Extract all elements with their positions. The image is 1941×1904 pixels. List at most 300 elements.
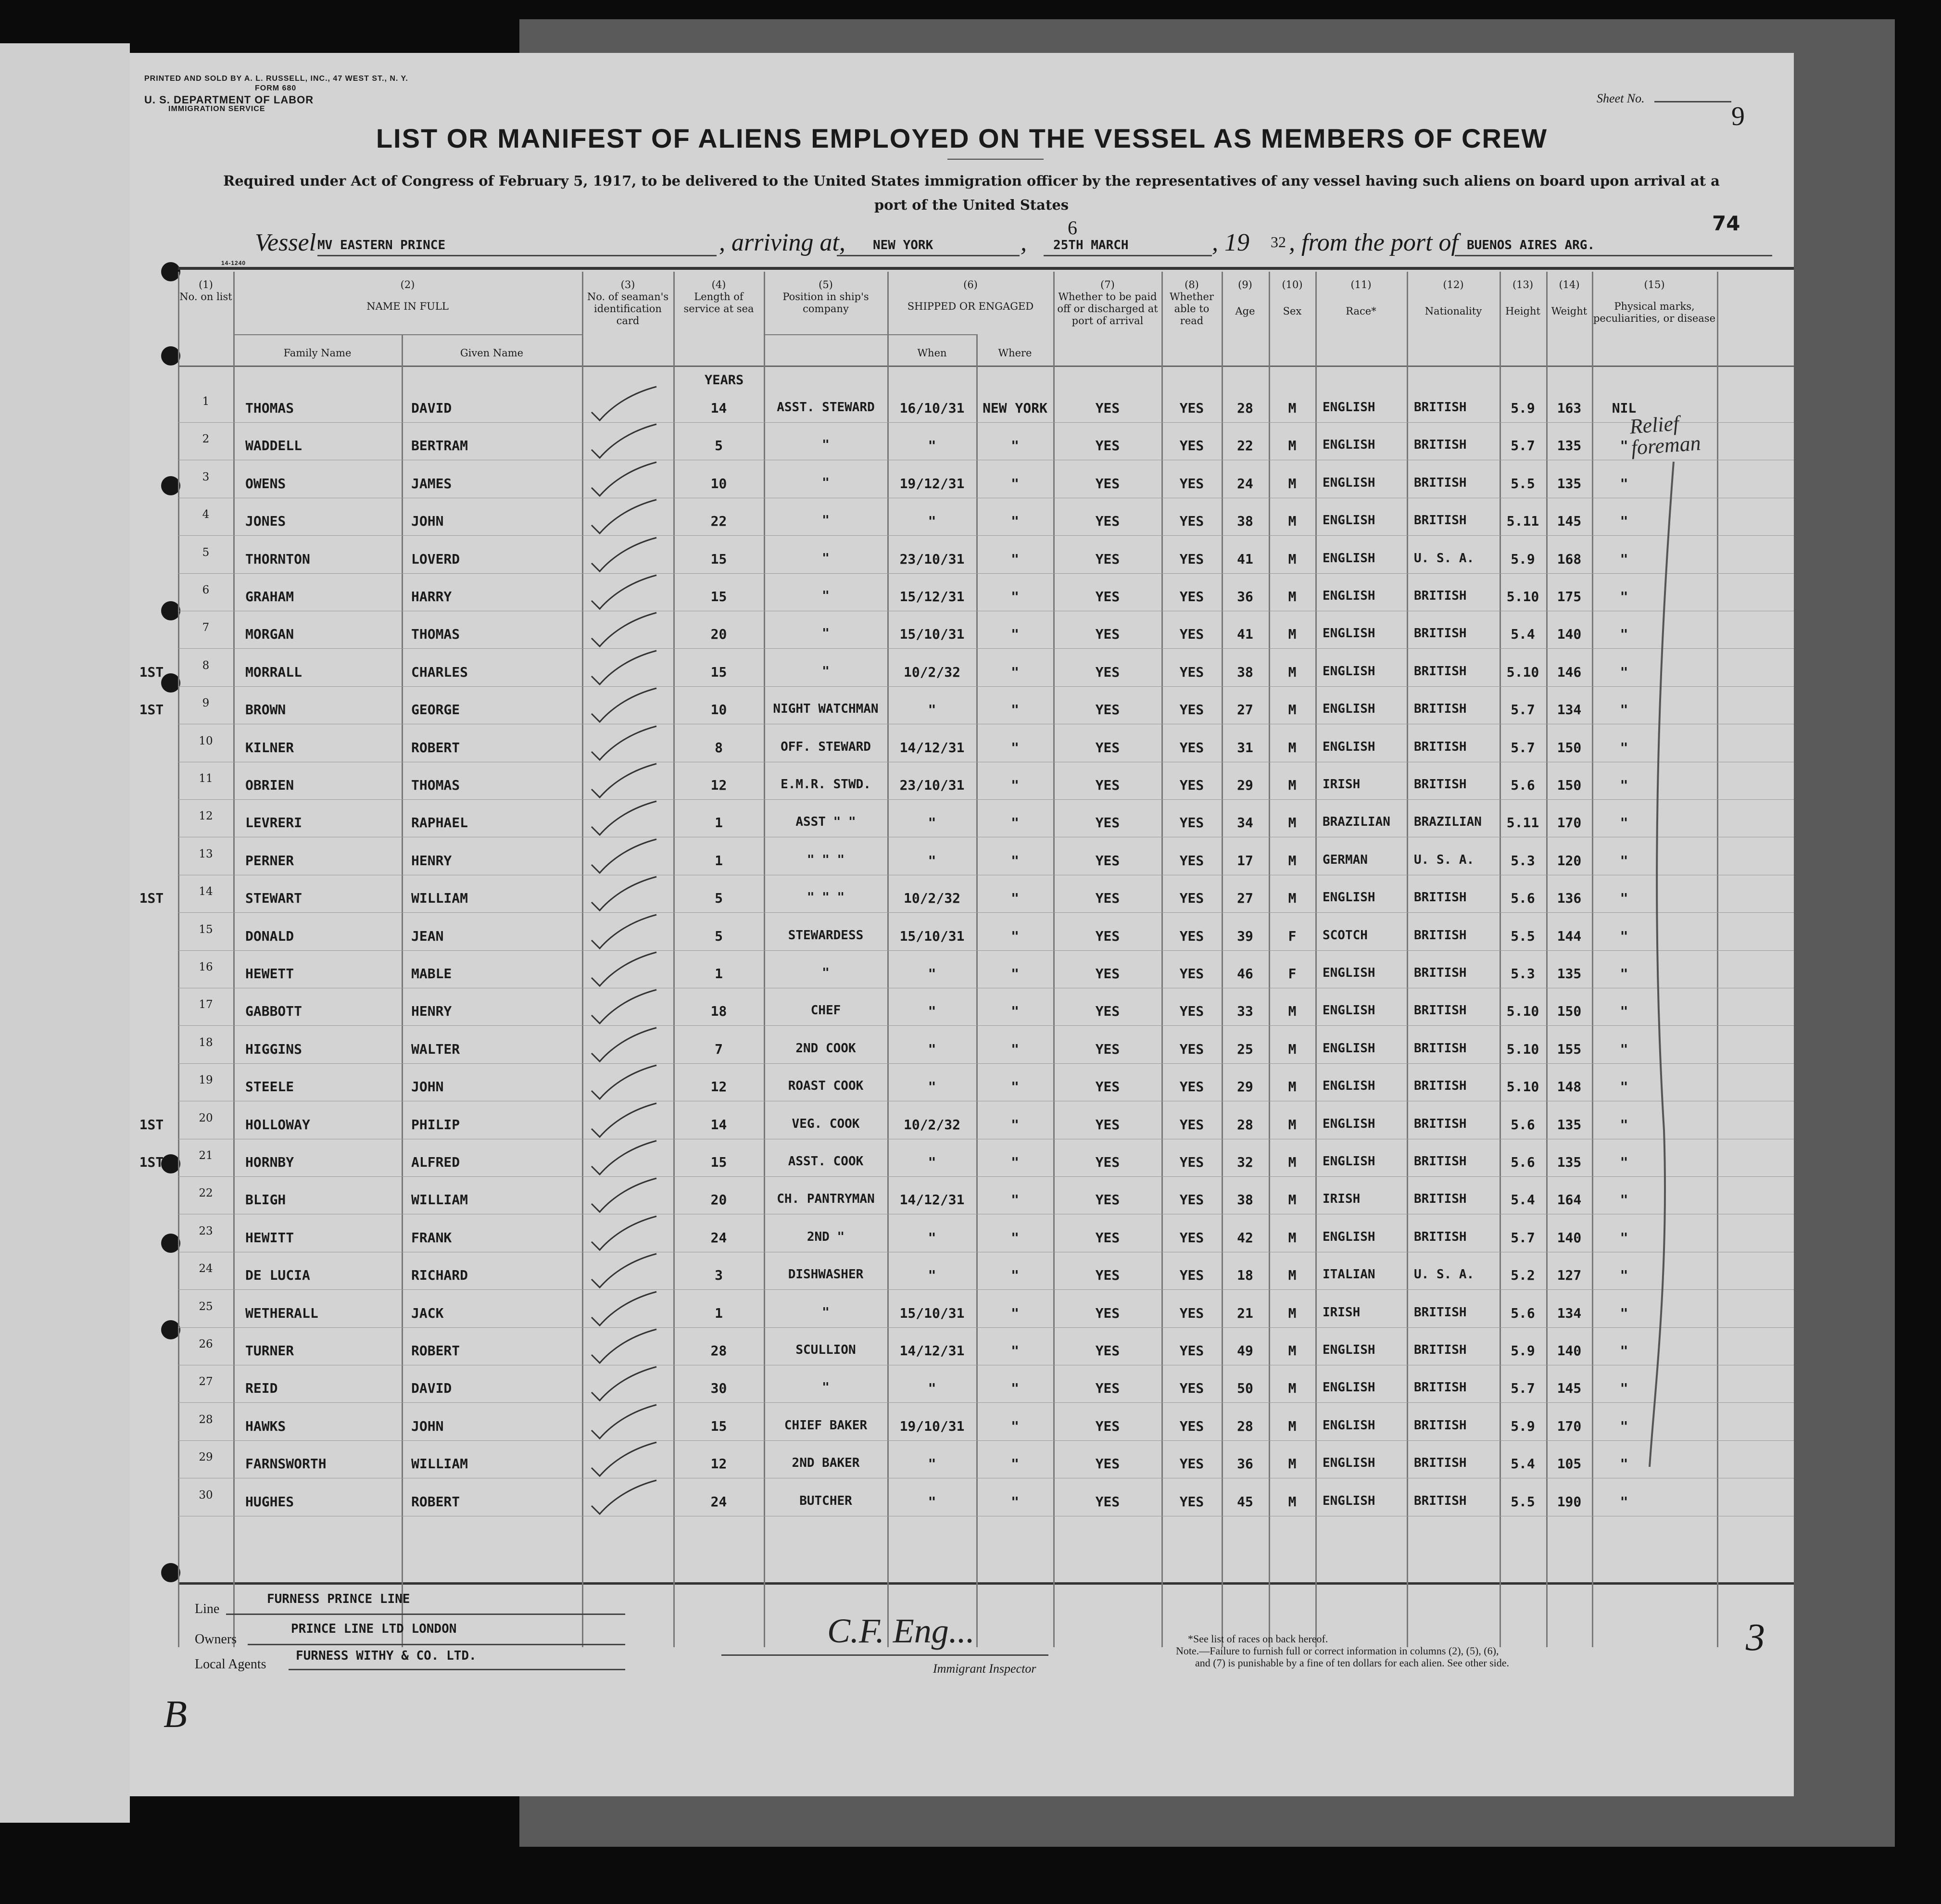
nationality: BRITISH <box>1414 890 1467 905</box>
service-years: 24 <box>710 1493 727 1510</box>
position: SCULLION <box>795 1343 856 1357</box>
from-port-label: , from the port of <box>1289 229 1458 256</box>
sex: M <box>1288 1003 1297 1020</box>
subtitle-line-2: port of the United States <box>874 197 1069 213</box>
row-number: 7 <box>202 621 210 634</box>
row-number: 23 <box>199 1224 213 1237</box>
shipped-where: " <box>1011 1003 1019 1020</box>
shipped-when: " <box>928 1456 936 1472</box>
punch-hole <box>161 476 180 495</box>
able-to-read: YES <box>1179 1116 1204 1133</box>
row-rule <box>178 950 1794 951</box>
able-to-read: YES <box>1179 589 1204 605</box>
able-to-read: YES <box>1179 1154 1204 1170</box>
position: DISHWASHER <box>788 1267 864 1282</box>
shipped-when: 14/12/31 <box>899 1192 965 1208</box>
able-to-read: YES <box>1179 777 1204 793</box>
height: 5.9 <box>1511 1343 1535 1359</box>
col-header-9: (9) Age <box>1235 279 1255 317</box>
family-name: KILNER <box>245 739 294 756</box>
family-name: TURNER <box>245 1343 294 1359</box>
shipped-when: 14/12/31 <box>899 1343 965 1359</box>
position: CHIEF BAKER <box>784 1418 868 1433</box>
row-rule <box>178 1176 1794 1177</box>
given-name: WILLIAM <box>411 1456 468 1472</box>
height: 5.6 <box>1511 1116 1535 1133</box>
paid-off: YES <box>1095 1343 1120 1359</box>
shipped-when: " <box>928 1003 936 1020</box>
shipped-where: " <box>1011 1041 1019 1057</box>
sex: M <box>1288 475 1297 492</box>
nationality: BRITISH <box>1414 1229 1467 1244</box>
weight: 163 <box>1557 400 1582 416</box>
shipped-when: " <box>928 1493 936 1510</box>
given-name: DAVID <box>411 400 452 416</box>
age: 49 <box>1237 1343 1253 1359</box>
check-mark-icon <box>589 1177 661 1216</box>
race: ENGLISH <box>1323 1154 1375 1169</box>
physical-marks: " <box>1620 551 1628 567</box>
able-to-read: YES <box>1179 1380 1204 1397</box>
row-rule <box>178 422 1794 423</box>
given-name: PHILIP <box>411 1116 460 1133</box>
race-note: *See list of races on back hereof. <box>1188 1633 1328 1645</box>
service-years: 14 <box>710 400 727 416</box>
able-to-read: YES <box>1179 702 1204 718</box>
agents-underline <box>289 1669 625 1670</box>
height: 5.3 <box>1511 966 1535 982</box>
height: 5.7 <box>1511 1229 1535 1246</box>
service-years: 10 <box>710 475 727 492</box>
position: " <box>822 1305 830 1320</box>
position: ROAST COOK <box>788 1079 864 1094</box>
nationality: BRITISH <box>1414 1343 1467 1357</box>
owners-value: PRINCE LINE LTD LONDON <box>291 1622 457 1636</box>
service-years: 18 <box>710 1003 727 1020</box>
height: 5.6 <box>1511 890 1535 907</box>
form-number: FORM 680 <box>255 84 297 92</box>
age: 27 <box>1237 890 1253 907</box>
race: ENGLISH <box>1323 1079 1375 1094</box>
col-header-where: Where <box>998 347 1032 359</box>
position: ASST " " <box>795 815 856 830</box>
height: 5.6 <box>1511 1154 1535 1170</box>
shipped-where: " <box>1011 890 1019 907</box>
physical-marks: " <box>1620 1267 1628 1284</box>
age: 38 <box>1237 1192 1253 1208</box>
paid-off: YES <box>1095 815 1120 831</box>
col-line <box>402 334 403 1647</box>
weight: 135 <box>1557 1154 1582 1170</box>
family-name: GRAHAM <box>245 589 294 605</box>
row-number: 25 <box>199 1300 213 1313</box>
sex: M <box>1288 1305 1297 1321</box>
physical-marks: " <box>1620 1229 1628 1246</box>
row-number: 26 <box>199 1338 213 1350</box>
line-label: Line <box>195 1601 220 1616</box>
service-years: 12 <box>710 777 727 793</box>
sex: F <box>1288 966 1297 982</box>
date-correction: 6 <box>1068 217 1077 239</box>
height: 5.10 <box>1506 664 1539 680</box>
col-header-6: (6) SHIPPED OR ENGAGED <box>907 279 1034 312</box>
handwritten-note: Relief foreman <box>1628 411 1702 460</box>
nationality: BRITISH <box>1414 702 1467 717</box>
height: 5.9 <box>1511 400 1535 416</box>
shipped-when: 14/12/31 <box>899 739 965 756</box>
check-mark-icon <box>589 800 661 839</box>
position: 2ND COOK <box>795 1041 856 1056</box>
check-mark-icon <box>589 1064 661 1103</box>
weight: 148 <box>1557 1079 1582 1095</box>
sheet-number: 9 <box>1731 101 1745 131</box>
weight: 105 <box>1557 1456 1582 1472</box>
row-rule <box>178 686 1794 687</box>
family-name: MORRALL <box>245 664 302 680</box>
race: ENGLISH <box>1323 1343 1375 1357</box>
physical-marks: " <box>1620 852 1628 869</box>
shipped-when: 15/10/31 <box>899 626 965 643</box>
able-to-read: YES <box>1179 1493 1204 1510</box>
age: 29 <box>1237 777 1253 793</box>
penalty-note-1: Note.—Failure to furnish full or correct information in columns (2), (5), (6), <box>1176 1645 1499 1657</box>
vessel-label: Vessel <box>255 229 316 256</box>
years-label: YEARS <box>705 373 744 388</box>
given-name: JOHN <box>411 513 444 530</box>
position: OFF. STEWARD <box>781 739 871 754</box>
nationality: BRITISH <box>1414 739 1467 754</box>
row-number: 5 <box>202 546 210 559</box>
family-name: THORNTON <box>245 551 310 567</box>
family-name: HAWKS <box>245 1418 286 1434</box>
sex: M <box>1288 1267 1297 1284</box>
sex: M <box>1288 400 1297 416</box>
height: 5.5 <box>1511 1493 1535 1510</box>
page-number: 74 <box>1712 212 1740 235</box>
age: 18 <box>1237 1267 1253 1284</box>
physical-marks: " <box>1620 1041 1628 1057</box>
family-name: BLIGH <box>245 1192 286 1208</box>
signature-underline <box>721 1654 1048 1656</box>
shipped-when: " <box>928 513 936 530</box>
shipped-where: " <box>1011 1343 1019 1359</box>
position: " <box>822 475 830 490</box>
position: " <box>822 1380 830 1395</box>
race: ENGLISH <box>1323 1229 1375 1244</box>
race: ENGLISH <box>1323 739 1375 754</box>
inspector-label: Immigrant Inspector <box>933 1662 1036 1676</box>
race: SCOTCH <box>1323 928 1368 943</box>
nationality: BRITISH <box>1414 1003 1467 1018</box>
family-name: HIGGINS <box>245 1041 302 1057</box>
check-mark-icon <box>589 989 661 1027</box>
sheet-underline <box>1654 101 1731 102</box>
row-rule <box>178 648 1794 649</box>
given-name: LOVERD <box>411 551 460 567</box>
age: 42 <box>1237 1229 1253 1246</box>
given-name: ROBERT <box>411 1493 460 1510</box>
age: 24 <box>1237 475 1253 492</box>
family-name: WADDELL <box>245 438 302 454</box>
row-number: 17 <box>199 998 213 1011</box>
shipped-where: " <box>1011 966 1019 982</box>
physical-marks: " <box>1620 626 1628 643</box>
age: 36 <box>1237 1456 1253 1472</box>
sex: M <box>1288 1343 1297 1359</box>
corner-initial: B <box>164 1693 187 1736</box>
height: 5.3 <box>1511 852 1535 869</box>
sex: M <box>1288 1116 1297 1133</box>
position: " " " <box>807 852 845 867</box>
physical-marks: " <box>1620 1418 1628 1434</box>
shipped-when: " <box>928 1229 936 1246</box>
check-mark-icon <box>589 574 661 613</box>
col-header-8: (8) Whether able to read <box>1170 279 1214 327</box>
height: 5.4 <box>1511 1456 1535 1472</box>
weight: 135 <box>1557 438 1582 454</box>
col-line <box>1717 272 1718 1647</box>
weight: 170 <box>1557 1418 1582 1434</box>
race: ENGLISH <box>1323 1003 1375 1018</box>
paid-off: YES <box>1095 777 1120 793</box>
given-name: THOMAS <box>411 777 460 793</box>
physical-marks: " <box>1620 438 1628 454</box>
physical-marks: " <box>1620 739 1628 756</box>
given-name: HENRY <box>411 852 452 869</box>
shipped-where: " <box>1011 1267 1019 1284</box>
check-mark-icon <box>589 914 661 952</box>
weight: 164 <box>1557 1192 1582 1208</box>
shipped-where: " <box>1011 1154 1019 1170</box>
nationality: BRITISH <box>1414 1305 1467 1320</box>
vessel-underline <box>317 255 717 256</box>
given-name: HENRY <box>411 1003 452 1020</box>
height: 5.10 <box>1506 1079 1539 1095</box>
weight: 145 <box>1557 513 1582 530</box>
check-mark-icon <box>589 1027 661 1065</box>
paid-off: YES <box>1095 966 1120 982</box>
nationality: BRITISH <box>1414 1116 1467 1131</box>
row-number: 2 <box>202 433 210 446</box>
shipped-where: " <box>1011 852 1019 869</box>
year-suffix: 32 <box>1271 233 1286 251</box>
check-mark-icon <box>589 612 661 650</box>
family-name: OWENS <box>245 475 286 492</box>
row-rule <box>178 1025 1794 1026</box>
able-to-read: YES <box>1179 513 1204 530</box>
age: 45 <box>1237 1493 1253 1510</box>
nationality: U. S. A. <box>1414 1267 1475 1282</box>
position: " <box>822 513 830 528</box>
nationality: BRITISH <box>1414 1380 1467 1395</box>
table-bottom-rule <box>178 1582 1794 1585</box>
shipped-where: " <box>1011 1116 1019 1133</box>
position: ASST. STEWARD <box>777 400 875 415</box>
col-header-13: (13) Height <box>1505 279 1540 317</box>
weight: 144 <box>1557 928 1582 944</box>
row-number: 16 <box>199 961 213 973</box>
nationality: U. S. A. <box>1414 852 1475 867</box>
nationality: BRITISH <box>1414 1079 1467 1094</box>
check-mark-icon <box>589 499 661 537</box>
shipped-when: 10/2/32 <box>903 1116 960 1133</box>
service-years: 5 <box>715 928 723 944</box>
given-name: MABLE <box>411 966 452 982</box>
col-line <box>233 272 235 1647</box>
check-mark-icon <box>589 1102 661 1141</box>
paid-off: YES <box>1095 702 1120 718</box>
physical-marks: " <box>1620 815 1628 831</box>
col-header-given-name: Given Name <box>460 347 524 359</box>
position: STEWARDESS <box>788 928 864 943</box>
col-line <box>976 334 978 1647</box>
paid-off: YES <box>1095 1154 1120 1170</box>
given-name: RAPHAEL <box>411 815 468 831</box>
sex: M <box>1288 702 1297 718</box>
height: 5.6 <box>1511 1305 1535 1321</box>
race: IRISH <box>1323 777 1361 792</box>
weight: 170 <box>1557 815 1582 831</box>
position: " <box>822 626 830 641</box>
sex: M <box>1288 1418 1297 1434</box>
able-to-read: YES <box>1179 966 1204 982</box>
physical-marks: " <box>1620 1079 1628 1095</box>
row-number: 14 <box>199 885 213 898</box>
position: CHEF <box>810 1003 841 1018</box>
service-years: 5 <box>715 438 723 454</box>
check-mark-icon <box>589 461 661 500</box>
row-number: 28 <box>199 1413 213 1426</box>
row-number: 3 <box>202 470 210 483</box>
given-name: DAVID <box>411 1380 452 1397</box>
col-header-15: (15) Physical marks, peculiarities, or disease <box>1593 279 1716 324</box>
check-mark-icon <box>589 1253 661 1291</box>
corner-number: 3 <box>1746 1616 1765 1659</box>
paid-off: YES <box>1095 1305 1120 1321</box>
sex: M <box>1288 513 1297 530</box>
age: 31 <box>1237 739 1253 756</box>
service-name: IMMIGRATION SERVICE <box>168 105 265 113</box>
shipped-where: " <box>1011 1493 1019 1510</box>
year-prefix: , 19 <box>1212 229 1249 256</box>
penalty-note-2: and (7) is punishable by a fine of ten dollars for each alien. See other side. <box>1195 1657 1510 1669</box>
table-top-rule <box>178 267 1794 270</box>
physical-marks: " <box>1620 966 1628 982</box>
shipped-where: NEW YORK <box>983 400 1047 416</box>
age: 28 <box>1237 1116 1253 1133</box>
handwritten-bracket-stroke <box>1601 457 1707 1476</box>
check-mark-icon <box>589 951 661 990</box>
row-mark: 1ST <box>139 664 164 680</box>
shipped-when: " <box>928 702 936 718</box>
family-name: HORNBY <box>245 1154 294 1170</box>
physical-marks: " <box>1620 1192 1628 1208</box>
weight: 140 <box>1557 1343 1582 1359</box>
service-years: 5 <box>715 890 723 907</box>
col-line <box>1407 272 1408 1647</box>
height: 5.10 <box>1506 589 1539 605</box>
physical-marks: " <box>1620 1116 1628 1133</box>
col-header-7: (7) Whether to be paid off or discharged at port of arrival <box>1057 279 1158 327</box>
able-to-read: YES <box>1179 551 1204 567</box>
shipped-where: " <box>1011 1079 1019 1095</box>
sex: M <box>1288 438 1297 454</box>
physical-marks: " <box>1620 1003 1628 1020</box>
paid-off: YES <box>1095 1380 1120 1397</box>
service-years: 15 <box>710 589 727 605</box>
page-title: LIST OR MANIFEST OF ALIENS EMPLOYED ON THE VESSEL AS MEMBERS OF CREW <box>376 123 1548 153</box>
shipped-when: 15/10/31 <box>899 1305 965 1321</box>
service-years: 20 <box>710 626 727 643</box>
service-years: 1 <box>715 852 723 869</box>
service-years: 30 <box>710 1380 727 1397</box>
weight: 135 <box>1557 475 1582 492</box>
weight: 135 <box>1557 966 1582 982</box>
shipped-where: " <box>1011 475 1019 492</box>
nationality: BRITISH <box>1414 513 1467 528</box>
race: ENGLISH <box>1323 438 1375 453</box>
row-number: 22 <box>199 1187 213 1200</box>
nationality: BRITISH <box>1414 589 1467 603</box>
family-name: PERNER <box>245 852 294 869</box>
physical-marks: " <box>1620 513 1628 530</box>
check-mark-icon <box>589 1328 661 1367</box>
paid-off: YES <box>1095 739 1120 756</box>
shipped-when: " <box>928 852 936 869</box>
given-name: GEORGE <box>411 702 460 718</box>
physical-marks: " <box>1620 928 1628 944</box>
given-name: JAMES <box>411 475 452 492</box>
race: ENGLISH <box>1323 890 1375 905</box>
able-to-read: YES <box>1179 1003 1204 1020</box>
weight: 135 <box>1557 1116 1582 1133</box>
position: E.M.R. STWD. <box>781 777 871 792</box>
paid-off: YES <box>1095 1456 1120 1472</box>
service-years: 24 <box>710 1229 727 1246</box>
col-line <box>582 272 583 1647</box>
height: 5.10 <box>1506 1003 1539 1020</box>
race: ENGLISH <box>1323 475 1375 490</box>
position: " " " <box>807 890 845 905</box>
owners-underline <box>248 1644 625 1645</box>
weight: 145 <box>1557 1380 1582 1397</box>
position: " <box>822 551 830 566</box>
row-number: 9 <box>202 697 210 710</box>
family-name: HEWETT <box>245 966 294 982</box>
sex: M <box>1288 1079 1297 1095</box>
able-to-read: YES <box>1179 1456 1204 1472</box>
age: 32 <box>1237 1154 1253 1170</box>
family-name: HEWITT <box>245 1229 294 1246</box>
able-to-read: YES <box>1179 475 1204 492</box>
able-to-read: YES <box>1179 1192 1204 1208</box>
nationality: BRITISH <box>1414 664 1467 679</box>
height: 5.9 <box>1511 551 1535 567</box>
paid-off: YES <box>1095 551 1120 567</box>
position: ASST. COOK <box>788 1154 864 1169</box>
paid-off: YES <box>1095 1418 1120 1434</box>
check-mark-icon <box>589 650 661 688</box>
service-years: 1 <box>715 966 723 982</box>
row-number: 1 <box>202 395 210 408</box>
row-mark: 1ST <box>139 702 164 718</box>
family-name: DONALD <box>245 928 294 944</box>
shipped-where: " <box>1011 551 1019 567</box>
position: " <box>822 589 830 603</box>
position: " <box>822 966 830 980</box>
position: BUTCHER <box>799 1493 852 1508</box>
race: GERMAN <box>1323 852 1368 867</box>
